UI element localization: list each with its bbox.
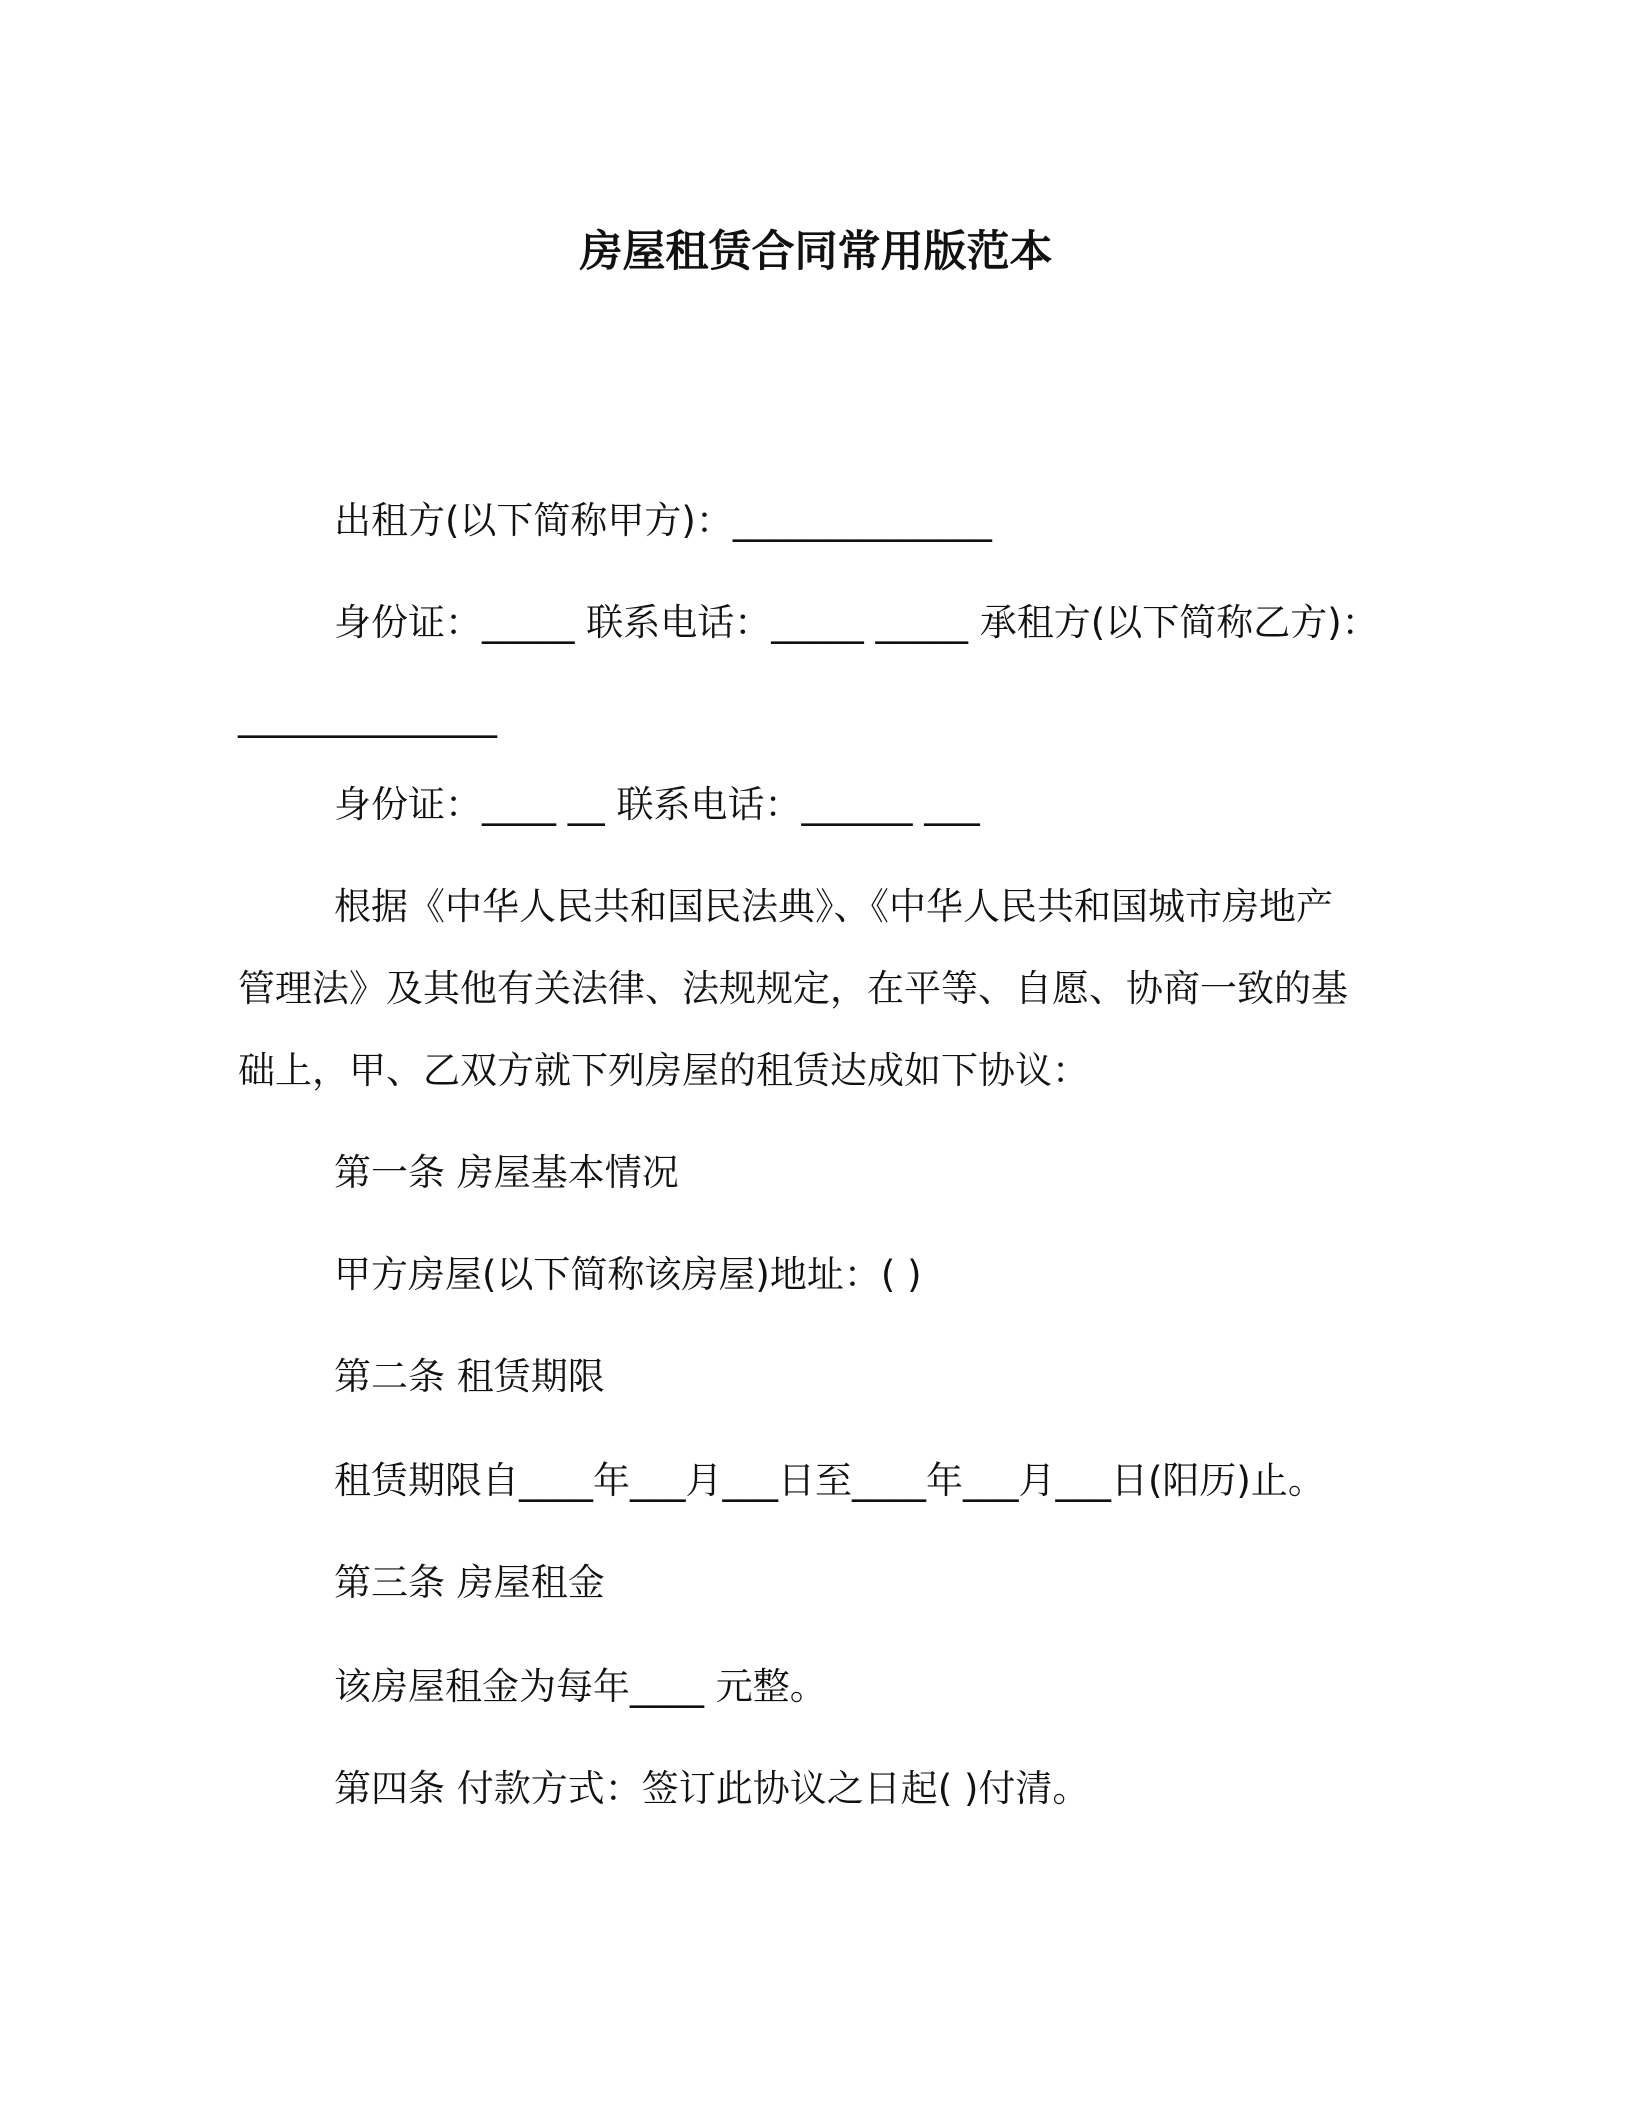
lessor-id-phone-line: 身份证：_____ 联系电话：_____ _____ 承租方(以下简称乙方)： bbox=[334, 601, 1379, 644]
legal-basis-line-1: 根据《中华人民共和国民法典》、《中华人民共和国城市房地产 bbox=[334, 885, 1333, 928]
property-address-line: 甲方房屋(以下简称该房屋)地址：( ) bbox=[334, 1253, 922, 1296]
article-4-payment-line: 第四条 付款方式：签订此协议之日起( )付清。 bbox=[334, 1767, 1090, 1810]
lessor-line: 出租方(以下简称甲方)：______________ bbox=[334, 499, 992, 542]
article-1-heading: 第一条 房屋基本情况 bbox=[334, 1151, 679, 1194]
legal-basis-line-2: 管理法》及其他有关法律、法规规定，在平等、自愿、协商一致的基 bbox=[238, 967, 1348, 1010]
lease-term-line: 租赁期限自____年___月___日至____年___月___日(阳历)止。 bbox=[334, 1459, 1325, 1502]
article-3-heading: 第三条 房屋租金 bbox=[334, 1561, 605, 1604]
document-title: 房屋租赁合同常用版范本 bbox=[579, 227, 1053, 277]
lessee-id-phone-line: 身份证：____ __ 联系电话：______ ___ bbox=[334, 783, 980, 826]
rent-amount-line: 该房屋租金为每年____ 元整。 bbox=[334, 1665, 827, 1708]
article-2-heading: 第二条 租赁期限 bbox=[334, 1355, 605, 1398]
lessee-blank-line: ______________ bbox=[238, 695, 497, 738]
legal-basis-line-3: 础上，甲、乙双方就下列房屋的租赁达成如下协议： bbox=[238, 1049, 1089, 1092]
